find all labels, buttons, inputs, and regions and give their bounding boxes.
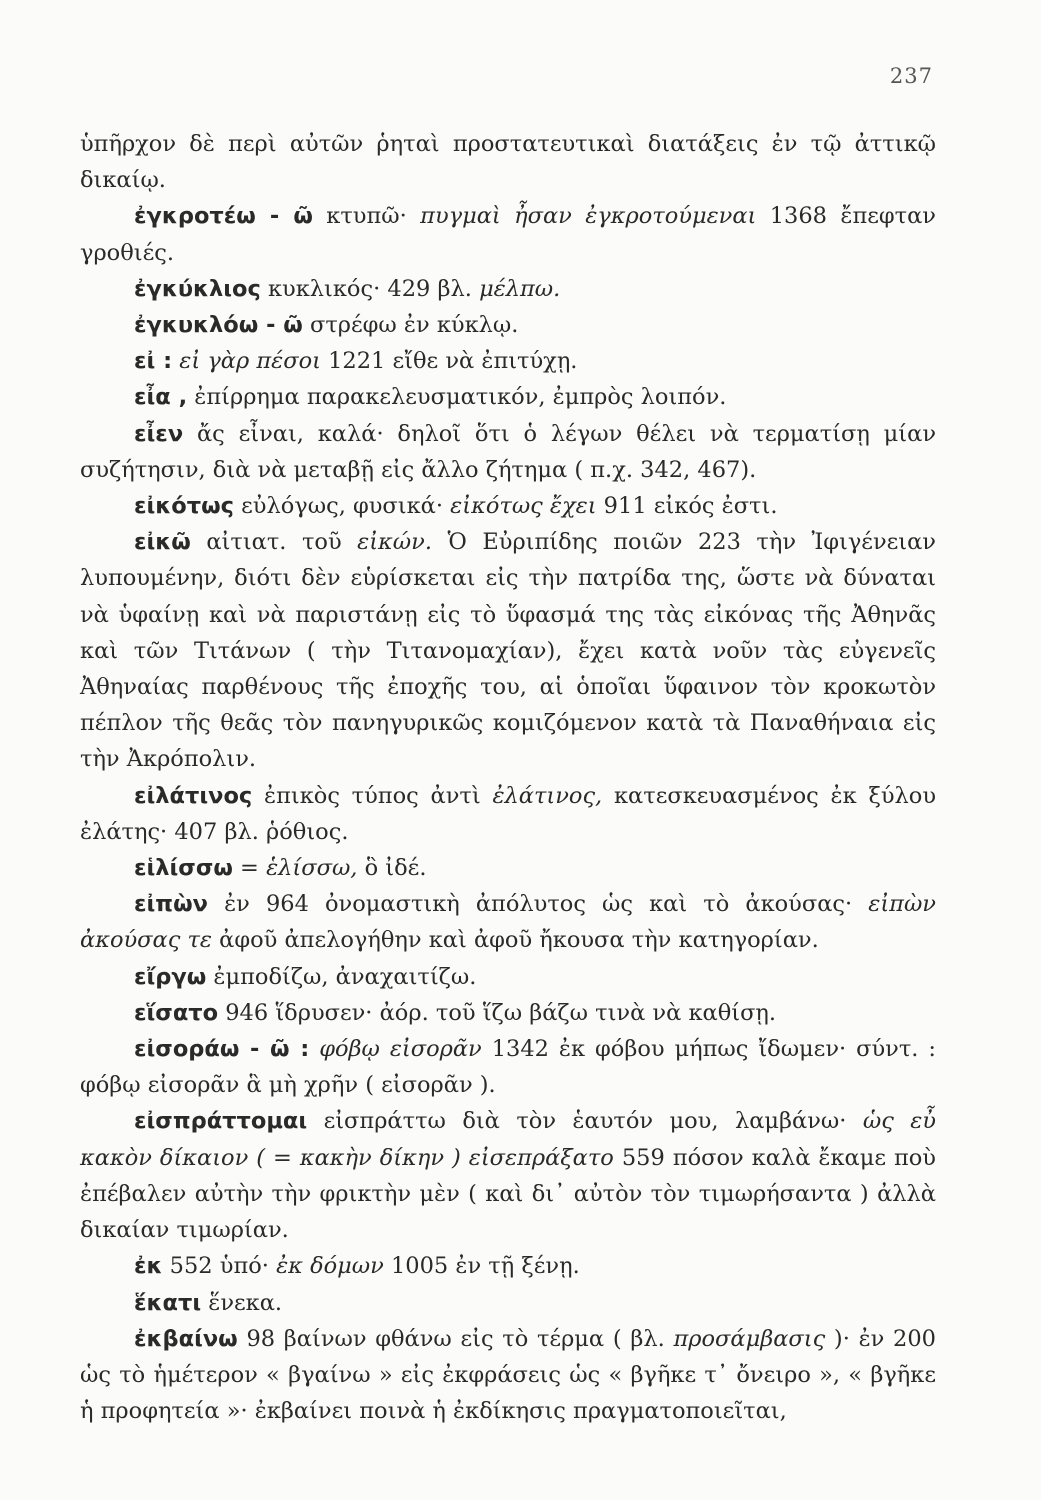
headword: ἐκ: [134, 1253, 163, 1280]
headword: εἰ :: [134, 348, 173, 375]
dictionary-entry: [80, 271, 936, 307]
dictionary-entry: [80, 1248, 936, 1284]
dictionary-entry: [80, 778, 936, 850]
entry-text: ἐν 964 ὀνομαστικὴ ἀπόλυτος ὡς καὶ τὸ ἀκούσας·: [207, 891, 869, 918]
entry-italic: εἰκών.: [357, 529, 432, 556]
dictionary-entry: [80, 1103, 936, 1248]
entry-italic: ἑλίσσω,: [266, 855, 358, 882]
dictionary-entry: [80, 343, 936, 379]
headword: εἱλίσσω: [134, 855, 233, 882]
entry-italic: εἰ γὰρ πέσοι: [179, 348, 321, 375]
entry-text: ἐπικὸς τύπος ἀντὶ: [252, 782, 493, 809]
dictionary-entry: [80, 307, 936, 343]
headword: εἰλάτινος: [134, 782, 253, 809]
page-number: 237: [889, 64, 933, 88]
headword: ἕκατι: [134, 1289, 202, 1316]
entry-text: ἕνεκα.: [201, 1289, 283, 1316]
dictionary-entry: [80, 488, 936, 524]
entry-text: Ὁ Εὐριπίδης ποιῶν 223 τὴν Ἰφιγένειαν λυπουμένην, διότι δὲν εὑρίσκεται εἰς τὴν πατρίδα της, ὥστε νὰ δύναται νὰ ὑφαίνῃ καὶ νὰ παριστάνῃ εἰς τὸ ὕφασμά της τὰς εἰκόνας τῆς Ἀθηνᾶς καὶ τῶν Τιτάνων ( τὴν Τιτανομαχίαν), ἔχει κατὰ νοῦν τὰς εὐγενεῖς Ἀθηναίας παρθένους τῆς ἐποχῆς του, αἱ ὁποῖαι ὕφαινον τὸν κροκωτὸν πέπλον τῆς θεᾶς τὸν πανηγυρικῶς κομιζόμενον κατὰ τὰ Παναθήναια εἰς τὴν Ἀκρόπολιν.: [80, 529, 936, 773]
dictionary-text: [80, 126, 936, 1429]
headword: εἶα ,: [134, 384, 188, 411]
entry-italic: εἰπὼν ἀκούσας τε: [80, 891, 936, 954]
entry-italic: προσάμβασις: [673, 1325, 826, 1352]
opening-paragraph: ὑπῆρχον δὲ περὶ αὐτῶν ῥηταὶ προστατευτικαὶ διατάξεις ἐν τῷ ἀττικῷ δικαίῳ.: [80, 131, 936, 194]
dictionary-entry: [80, 198, 936, 270]
entry-text: αἰτιατ. τοῦ: [190, 529, 358, 556]
dictionary-entry: [80, 886, 936, 958]
headword: εἶεν: [134, 420, 184, 447]
entry-text: ἀφοῦ ἀπελογήθην καὶ ἀφοῦ ἤκουσα τὴν κατηγορίαν.: [212, 927, 819, 954]
entry-text: ἐπίρρημα παρακελευσματικόν, ἐμπρὸς λοιπόν.: [187, 384, 727, 411]
entry-italic: ὡς εὖ κακὸν δίκαιον ( = κακὴν δίκην ) εἰσεπράξατο: [80, 1108, 936, 1171]
dictionary-entry: [80, 416, 936, 488]
entry-italic: ἐλάτινος,: [492, 782, 603, 809]
entry-text: ὃ ἰδέ.: [357, 855, 427, 882]
entry-text: ἄς εἶναι, καλά· δηλοῖ ὅτι ὁ λέγων θέλει νὰ τερματίσῃ μίαν συζήτησιν, διὰ νὰ μεταβῇ εἰς ἄλλο ζήτημα ( π.χ. 342, 467).: [80, 420, 936, 483]
headword: εἵσατο: [134, 999, 219, 1026]
entry-text: 1368 ἔπεφταν γροθιές.: [80, 203, 936, 266]
entry-italic: πυγμαὶ ἦσαν ἐγκροτούμεναι: [420, 203, 757, 230]
dictionary-entry: [80, 959, 936, 995]
dictionary-entry: [80, 1321, 936, 1430]
headword: εἰκότως: [134, 493, 234, 520]
entry-text: κατεσκευασμένος ἐκ ξύλου ἐλάτης· 407 βλ. ῥόθιος.: [80, 782, 936, 845]
headword: ἐγκυκλόω - ῶ: [134, 312, 303, 339]
entry-text: 98 βαίνων φθάνω εἰς τὸ τέρμα ( βλ.: [237, 1325, 674, 1352]
entry-text: 946 ἵδρυσεν· ἀόρ. τοῦ ἵζω βάζω τινὰ νὰ καθίσῃ.: [218, 999, 777, 1026]
entry-text: κυκλικός· 429 βλ.: [260, 275, 480, 302]
entry-text: 552 ὑπό·: [162, 1253, 277, 1280]
dictionary-entry: [80, 850, 936, 886]
dictionary-entry: [80, 1285, 936, 1321]
entry-italic: μέλπω.: [479, 275, 561, 302]
entry-text: 1005 ἐν τῇ ξένῃ.: [383, 1253, 580, 1280]
dictionary-entry: [80, 524, 936, 777]
entry-text: εἰσπράττω διὰ τὸν ἑαυτόν μου, λαμβάνω·: [307, 1108, 863, 1135]
entry-text: εὐλόγως, φυσικά·: [234, 493, 451, 520]
entry-text: 1221 εἴθε νὰ ἐπιτύχῃ.: [320, 348, 578, 375]
entry-text: 1342 ἐκ φόβου μήπως ἴδωμεν· σύντ. : φόβῳ εἰσορᾶν ἃ μὴ χρῆν ( εἰσορᾶν ).: [80, 1036, 936, 1099]
dictionary-entry: [80, 379, 936, 415]
entry-text: 559 πόσον καλὰ ἔκαμε ποὺ ἐπέβαλεν αὐτὴν τὴν φρικτὴν μὲν ( καὶ δι᾿ αὐτὸν τὸν τιμωρήσαντα ) ἀλλὰ δικαίαν τιμωρίαν.: [80, 1144, 936, 1244]
headword: εἰσοράω - ῶ :: [134, 1036, 310, 1063]
entry-italic: φόβῳ εἰσορᾶν: [319, 1036, 482, 1063]
headword: ἐγκροτέω - ῶ: [134, 203, 313, 230]
entry-italic: εἰκότως ἔχει: [450, 493, 597, 520]
headword: εἰσπράττομαι: [134, 1108, 308, 1135]
dictionary-entry: [80, 1031, 936, 1103]
entry-text: στρέφω ἐν κύκλῳ.: [302, 312, 519, 339]
entry-text: κτυπῶ·: [312, 203, 421, 230]
entry-text: [309, 1036, 319, 1062]
headword: εἰκῶ: [134, 529, 191, 556]
entry-list: [80, 198, 936, 1429]
dictionary-entry: [80, 995, 936, 1031]
headword: εἴργω: [134, 963, 207, 990]
headword: εἰπὼν: [134, 891, 208, 918]
entry-text: 911 εἰκός ἐστι.: [596, 493, 778, 520]
entry-text: )· ἐν 200 ὡς τὸ ἡμέτερον « βγαίνω » εἰς ἐκφράσεις ὡς « βγῆκε τ᾿ ὄνειρο », « βγῆκε ἡ προφητεία »· ἐκβαίνει ποινὰ ἡ ἐκδίκησις πραγματοποιεῖται,: [80, 1325, 936, 1425]
entry-italic: ἐκ δόμων: [276, 1253, 384, 1280]
headword: ἐκβαίνω: [134, 1325, 238, 1352]
entry-text: ἐμποδίζω, ἀναχαιτίζω.: [206, 963, 477, 990]
headword: ἐγκύκλιος: [134, 275, 261, 302]
entry-text: =: [232, 855, 267, 882]
